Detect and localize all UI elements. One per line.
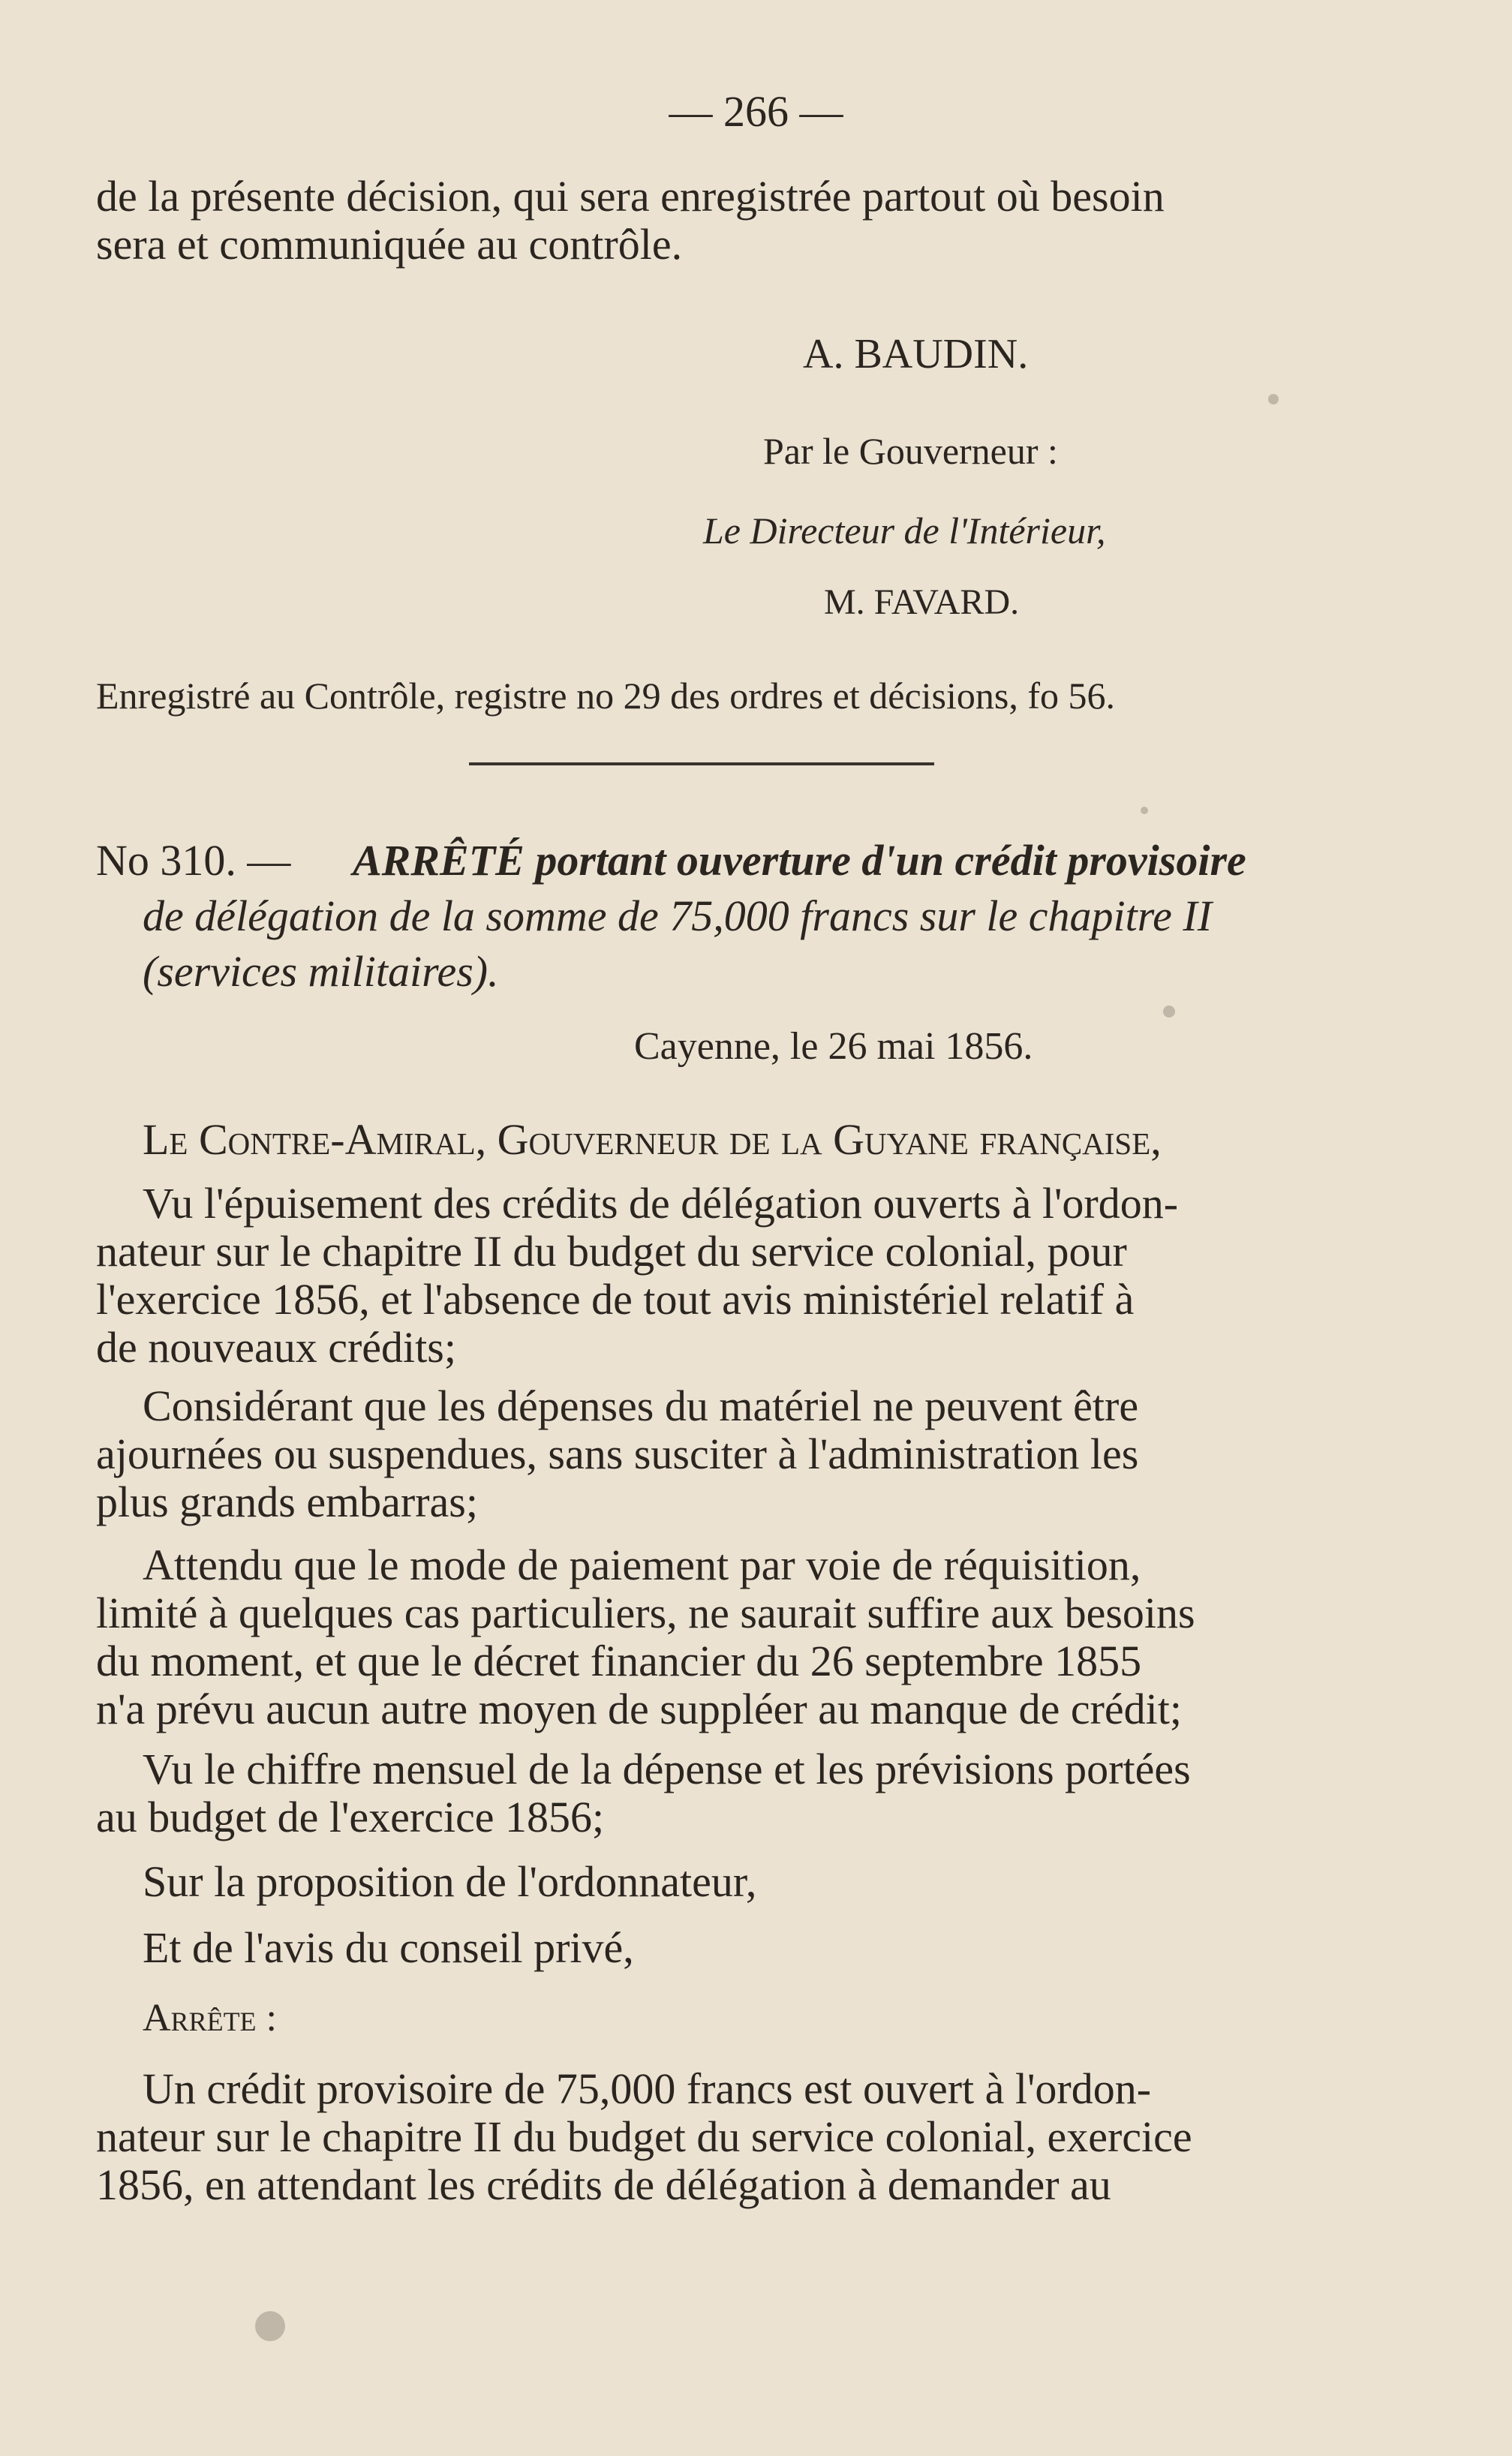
- vu-paragraph-line-3: l'exercice 1856, et l'absence de tout avis ministériel relatif à: [96, 1275, 1135, 1324]
- paper-speck: [1141, 807, 1148, 814]
- article-title-line-2: de délégation de la somme de 75,000 francs sur le chapitre II: [143, 891, 1213, 940]
- considerant-line-2: ajournées ou suspendues, sans susciter à l'administration les: [96, 1429, 1139, 1478]
- attendu-line-1: Attendu que le mode de paiement par voie de réquisition,: [143, 1541, 1141, 1589]
- vu-paragraph-line-4: de nouveaux crédits;: [96, 1323, 456, 1372]
- article-title-line-1: ARRÊTÉ portant ouverture d'un crédit provisoire: [353, 836, 1246, 885]
- arrete-heading: Arrête :: [143, 1997, 277, 2040]
- proposition-line: Sur la proposition de l'ordonnateur,: [143, 1857, 757, 1906]
- chiffre-line-1: Vu le chiffre mensuel de la dépense et les prévisions portées: [143, 1745, 1191, 1793]
- article-number: No 310. —: [96, 836, 291, 885]
- preamble: Le Contre-Amiral, Gouverneur de la Guyane française,: [143, 1115, 1162, 1164]
- paper-speck: [1163, 1006, 1175, 1018]
- paper-speck: [1268, 394, 1279, 404]
- registration-line: Enregistré au Contrôle, registre no 29 des ordres et décisions, fo 56.: [96, 675, 1115, 717]
- by-governor-line: Par le Gouverneur :: [763, 430, 1058, 472]
- considerant-line-3: plus grands embarras;: [96, 1478, 478, 1526]
- continuation-line-1: de la présente décision, qui sera enregistrée partout où besoin: [96, 172, 1165, 221]
- decision-line-2: nateur sur le chapitre II du budget du service colonial, exercice: [96, 2112, 1192, 2161]
- article-title-line-3: (services militaires).: [143, 947, 499, 996]
- attendu-line-3: du moment, et que le décret financier du 26 septembre 1855: [96, 1637, 1142, 1685]
- paper-speck: [255, 2311, 285, 2341]
- director-name: M. FAVARD.: [824, 582, 1020, 622]
- signatory-name: A. BAUDIN.: [803, 331, 1029, 377]
- section-divider: [469, 762, 934, 765]
- decision-line-3: 1856, en attendant les crédits de délégation à demander au: [96, 2160, 1111, 2209]
- decision-line-1: Un crédit provisoire de 75,000 francs est ouvert à l'ordon-: [143, 2064, 1152, 2113]
- director-title: Le Directeur de l'Intérieur,: [703, 510, 1106, 552]
- chiffre-line-2: au budget de l'exercice 1856;: [96, 1793, 605, 1841]
- page-number: — 266 —: [669, 87, 843, 136]
- avis-line: Et de l'avis du conseil privé,: [143, 1923, 634, 1972]
- attendu-line-4: n'a prévu aucun autre moyen de suppléer au manque de crédit;: [96, 1685, 1182, 1733]
- continuation-line-2: sera et communiquée au contrôle.: [96, 220, 683, 269]
- vu-paragraph-line-2: nateur sur le chapitre II du budget du service colonial, pour: [96, 1227, 1127, 1276]
- vu-paragraph-line-1: Vu l'épuisement des crédits de délégation ouverts à l'ordon-: [143, 1179, 1179, 1228]
- considerant-line-1: Considérant que les dépenses du matériel ne peuvent être: [143, 1381, 1139, 1430]
- place-date: Cayenne, le 26 mai 1856.: [634, 1025, 1033, 1068]
- attendu-line-2: limité à quelques cas particuliers, ne saurait suffire aux besoins: [96, 1589, 1195, 1637]
